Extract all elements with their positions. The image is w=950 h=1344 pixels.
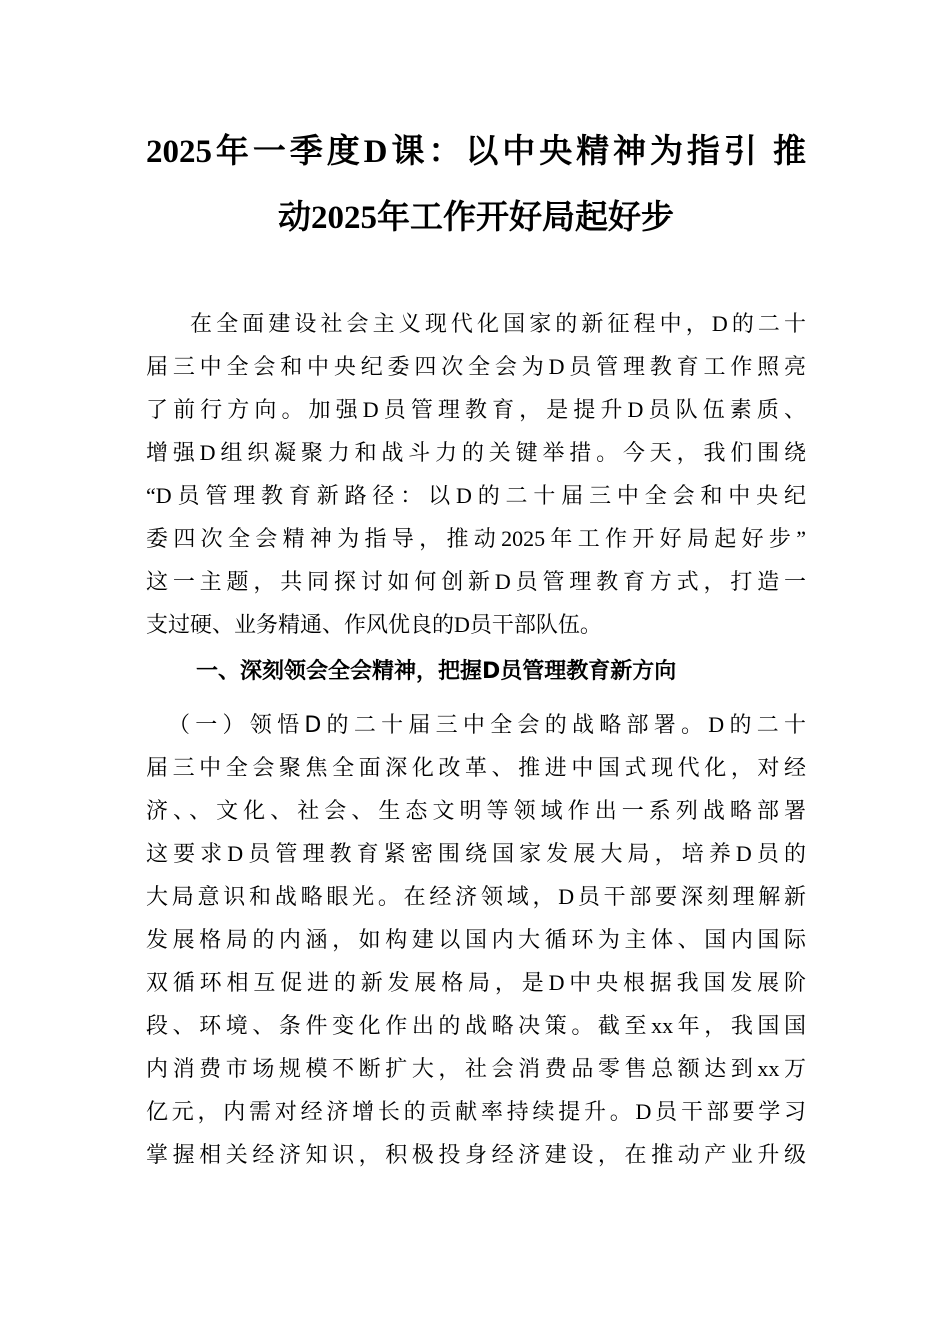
text-line: 段、环境、条件变化作出的战略决策。截至xx年，我国国 (146, 1013, 806, 1038)
text-line: 双循环相互促进的新发展格局，是D中央根据我国发展阶 (146, 970, 806, 995)
subheading: （一）领悟D的二十届三中全会的战略部署。 (168, 713, 709, 738)
text-line: 亿元，内需对经济增长的贡献率持续提升。D员干部要学习 (146, 1099, 806, 1124)
text-line: 了前行方向。加强D员管理教育，是提升D员队伍素质、 (146, 397, 806, 422)
text-line: 掌握相关经济知识，积极投身经济建设，在推动产业升级 (146, 1142, 806, 1167)
text-line: 支过硬、业务精通、作风优良的D员干部队伍。 (146, 612, 602, 637)
text-line: 这要求D员管理教育紧密围绕国家发展大局，培养D员的 (146, 841, 806, 866)
section-paragraph (146, 703, 806, 1176)
intro-paragraph (146, 302, 806, 646)
text-line (146, 703, 806, 746)
text-line: 届三中全会和中央纪委四次全会为D员管理教育工作照亮 (146, 354, 806, 379)
text-line: “D员管理教育新路径：以D的二十届三中全会和中央纪 (146, 483, 806, 508)
text-line: 内消费市场规模不断扩大，社会消费品零售总额达到xx万 (146, 1056, 806, 1081)
document-body (146, 302, 806, 1176)
text-line: 大局意识和战略眼光。在经济领域，D员干部要深刻理解新 (146, 884, 806, 909)
document-title-line-2: 动2025年工作开好局起好步 (278, 200, 674, 236)
text-line: 增强D组织凝聚力和战斗力的关键举措。今天，我们围绕 (146, 440, 806, 465)
text-line: 届三中全会聚焦全面深化改革、推进中国式现代化，对经 (146, 755, 806, 780)
text-line: 这一主题，共同探讨如何创新D员管理教育方式，打造一 (146, 569, 806, 594)
text-line: 济、、文化、社会、生态文明等领域作出一系列战略部署 (146, 798, 806, 823)
document-title-line-1: 2025年一季度D课：以中央精神为指引 推 (146, 134, 806, 170)
text-line: 发展格局的内涵，如构建以国内大循环为主体、国内国际 (146, 927, 806, 952)
text-line: 在全面建设社会主义现代化国家的新征程中，D的二十 (190, 311, 806, 336)
text-line: 委四次全会精神为指导，推动2025年工作开好局起好步” (146, 526, 806, 551)
section-heading: 一、深刻领会全会精神，把握D员管理教育新方向 (196, 659, 677, 684)
text-fragment: D的二十 (708, 712, 806, 737)
